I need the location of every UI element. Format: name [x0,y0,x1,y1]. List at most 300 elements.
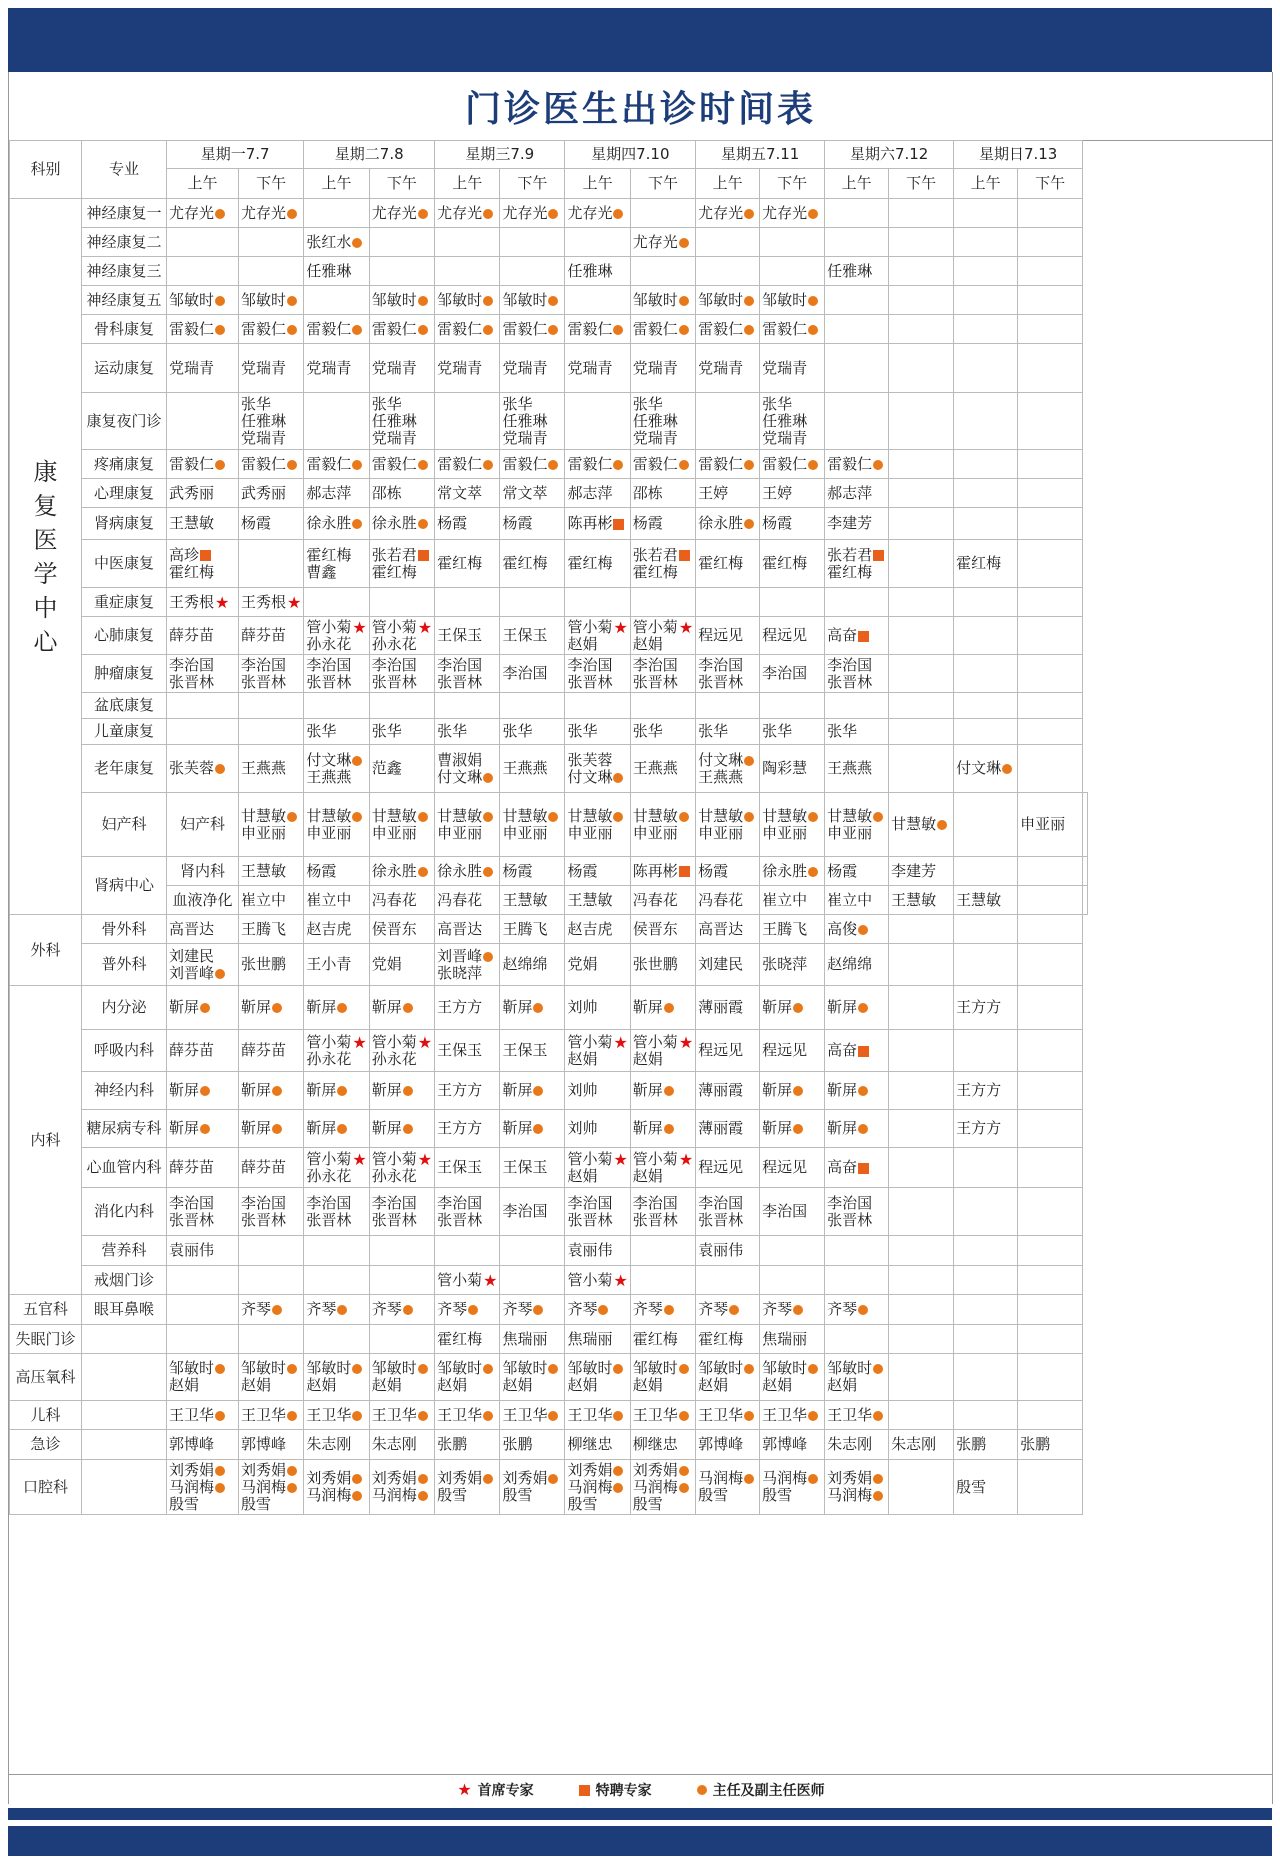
doctor-entry [372,825,432,842]
doctor-entry [372,430,432,447]
schedule-cell [565,257,630,286]
doctor-entry [306,1407,366,1424]
specialty-cell: 消化内科 [82,1188,167,1236]
table-row [10,857,1088,886]
doctor-entry [567,1377,627,1394]
doctor-name: 薛芬苗 [169,1041,215,1059]
legend-square [578,1780,652,1800]
doctor-entry [633,321,693,338]
doctor-name: 管小菊 [371,617,417,636]
doctor-entry [169,1407,236,1424]
schedule-cell [369,1354,434,1401]
doctor-name: 张若君 [827,545,873,564]
doctor-entry [633,657,693,674]
specialty-cell: 神经康复三 [82,257,167,286]
doctor-name: 任雅琳 [827,261,873,280]
doctor-entry [827,723,886,740]
doctor-entry [827,1360,886,1377]
schedule-cell [1018,655,1083,693]
doctor-name: 霍红梅 [567,554,613,572]
doctor-name: 邹敏时 [306,1359,352,1377]
doctor-name: 冯春花 [698,890,744,909]
table-row [10,257,1088,286]
doctor-entry [502,1042,562,1059]
dot-icon [352,1491,362,1501]
legend [9,1774,1272,1805]
doctor-name: 郝志萍 [306,483,352,502]
doctor-entry [437,863,497,880]
doctor-entry [502,1436,562,1453]
star-icon: ★ [678,617,694,637]
doctor-entry [827,515,886,532]
schedule-cell [369,1430,434,1460]
doctor-entry [762,321,822,338]
schedule-cell [369,1030,434,1072]
dot-icon [744,1474,754,1484]
doctor-name: 甘慧敏 [567,806,613,825]
dot-icon [418,296,428,306]
doctor-entry [567,555,627,572]
doctor-entry [956,1120,1015,1137]
schedule-cell [369,1460,434,1515]
dot-icon [352,756,362,766]
doctor-entry [633,396,693,413]
dot-icon [679,1483,689,1493]
doctor-name: 高奋 [827,626,858,644]
doctor-name: 张晋林 [567,672,613,691]
schedule-cell [167,540,239,588]
pm-header: 下午 [369,169,434,199]
dot-icon [697,1785,707,1795]
doctor-name: 朱志刚 [891,1435,937,1453]
doctor-name: 甘慧敏 [241,806,287,825]
doctor-name: 杨霞 [632,514,663,532]
day-header: 星期二7.8 [304,141,435,169]
schedule-cell [239,745,304,793]
doctor-entry [241,1042,301,1059]
schedule-cell [435,228,500,257]
schedule-cell [167,344,239,393]
doctor-entry [633,515,693,532]
doctor-entry [169,1242,236,1259]
schedule-cell [954,617,1018,655]
schedule-cell [825,450,889,479]
doctor-entry [567,1407,627,1424]
am-header: 上午 [954,169,1018,199]
pm-header: 下午 [239,169,304,199]
doctor-name: 孙永花 [306,634,352,653]
doctor-entry [698,321,757,338]
doctor-entry [567,360,627,377]
dot-icon [664,1124,674,1134]
dept-cell: 妇产科 [82,793,167,857]
square-icon [579,1785,590,1796]
doctor-entry [502,956,562,973]
schedule-cell [565,793,630,857]
schedule-cell [239,793,304,857]
schedule-cell [565,1148,630,1188]
specialty-cell: 疼痛康复 [82,450,167,479]
doctor-name: 雷毅仁 [241,319,287,338]
schedule-cell [500,257,565,286]
schedule-cell [825,745,889,793]
doctor-name: 王卫华 [437,1405,483,1424]
doctor-entry [437,555,497,572]
doctor-name: 赵娟 [827,1376,858,1394]
schedule-cell [630,393,695,450]
doctor-name: 张鹏 [956,1435,987,1453]
schedule-cell [954,1325,1018,1354]
schedule-cell [565,1295,630,1325]
doctor-entry [633,921,693,938]
doctor-name: 王卫华 [169,1405,215,1424]
doctor-entry [827,921,886,938]
schedule-cell [889,793,954,857]
schedule-cell [825,655,889,693]
doctor-entry [372,636,432,653]
schedule-cell [167,915,239,944]
doctor-name: 霍红梅 [827,562,873,581]
specialty-cell: 眼耳鼻喉 [82,1295,167,1325]
schedule-cell [696,693,760,719]
doctor-entry [698,769,757,786]
schedule-cell [630,719,695,745]
schedule-cell [889,886,954,915]
doctor-name: 冯春花 [371,890,417,909]
dot-icon [613,209,623,219]
doctor-entry [306,723,366,740]
schedule-cell [954,1460,1018,1515]
doctor-entry [633,234,693,251]
schedule-cell [696,286,760,315]
doctor-name: 薛芬苗 [169,626,215,644]
schedule-cell [1018,857,1083,886]
dot-icon [483,460,493,470]
doctor-name: 张华 [306,722,337,740]
doctor-name: 赵娟 [437,1376,468,1394]
schedule-cell [435,1188,500,1236]
schedule-cell [500,199,565,228]
doctor-entry [633,636,693,653]
dot-icon [679,1364,689,1374]
dot-icon [533,1086,543,1096]
doctor-name: 李治国 [437,1193,483,1212]
specialty-cell: 肾内科 [167,857,239,886]
specialty-cell: 盆底康复 [82,693,167,719]
doctor-entry [169,1436,236,1453]
schedule-cell [500,745,565,793]
doctor-name: 雷毅仁 [632,319,678,338]
doctor-entry [891,816,951,833]
doctor-name: 霍红梅 [632,562,678,581]
doctor-name: 刘秀娟 [169,1460,215,1479]
doctor-entry [633,547,693,564]
doctor-name: 殷雪 [956,1477,987,1496]
doctor-name: 尤存光 [698,203,744,222]
schedule-cell [304,693,369,719]
doctor-entry [1020,1436,1080,1453]
doctor-entry [827,760,886,777]
dot-icon [793,1305,803,1315]
dot-icon [858,925,868,935]
doctor-entry [306,752,366,769]
dot-icon [664,1086,674,1096]
doctor-name: 刘秀娟 [241,1460,287,1479]
doctor-entry [241,1120,301,1137]
schedule-cell [696,719,760,745]
star-icon: ★ [417,1032,433,1052]
schedule-cell [369,1295,434,1325]
doctor-entry [827,1487,886,1504]
schedule-cell [954,1148,1018,1188]
schedule-cell [304,1188,369,1236]
schedule-cell [500,793,565,857]
doctor-entry [633,1360,693,1377]
doctor-entry [698,657,757,674]
specialty-cell: 呼吸内科 [82,1030,167,1072]
dot-icon [613,325,623,335]
dot-icon [200,1003,210,1013]
doctor-name: 张鹏 [502,1435,533,1453]
doctor-name: 武秀丽 [241,483,287,502]
dot-icon [418,812,428,822]
specialty-cell: 肾病康复 [82,508,167,540]
schedule-cell [167,1236,239,1266]
doctor-entry [567,619,627,636]
schedule-cell [565,1460,630,1515]
dot-icon [337,1003,347,1013]
doctor-name: 党瑞青 [306,358,352,377]
schedule-cell [167,655,239,693]
doctor-name: 王燕燕 [306,767,352,786]
schedule-cell [500,719,565,745]
doctor-entry [437,723,497,740]
dot-icon [664,1003,674,1013]
schedule-cell [825,588,889,617]
doctor-name: 尤存光 [502,203,548,222]
doctor-entry [241,760,301,777]
doctor-entry [372,1051,432,1068]
dot-icon [808,296,818,306]
schedule-cell [304,1354,369,1401]
doctor-entry [241,292,301,309]
doctor-name: 申亚丽 [567,823,613,842]
schedule-cell [760,393,825,450]
schedule-cell [435,693,500,719]
dot-icon [793,1003,803,1013]
doctor-name: 张芙蓉 [567,750,613,769]
doctor-name: 雷毅仁 [502,454,548,473]
schedule-table [9,140,1088,1515]
schedule-cell [304,1325,369,1354]
doctor-entry [956,892,1015,909]
doctor-entry [633,892,693,909]
doctor-name: 王方方 [956,1081,1002,1099]
table-row [10,1110,1088,1148]
doctor-entry [372,956,432,973]
schedule-cell [239,1148,304,1188]
doctor-name: 靳屏 [169,1119,200,1137]
doctor-name: 王小青 [306,955,352,973]
dot-icon [483,296,493,306]
schedule-cell [304,617,369,655]
schedule-cell [239,1325,304,1354]
doctor-name: 王方方 [437,998,483,1016]
doctor-name: 张晋林 [632,672,678,691]
doctor-name: 杨霞 [241,514,272,532]
schedule-cell [889,1295,954,1325]
schedule-cell [167,617,239,655]
schedule-cell [954,479,1018,508]
doctor-name: 程远见 [698,1041,744,1059]
doctor-entry [241,1195,301,1212]
doctor-name: 崔立中 [306,890,352,909]
doctor-name: 甘慧敏 [502,806,548,825]
doctor-name: 李治国 [371,655,417,674]
day-header: 星期四7.10 [565,141,696,169]
table-row [10,1354,1088,1401]
schedule-cell [1083,857,1088,886]
schedule-cell [369,479,434,508]
schedule-cell [889,1354,954,1401]
doctor-name: 齐琴 [762,1300,793,1318]
specialty-cell: 普外科 [82,944,167,986]
doctor-name: 王卫华 [632,1405,678,1424]
schedule-cell [630,257,695,286]
doctor-name: 党瑞青 [169,358,215,377]
schedule-cell [239,1236,304,1266]
schedule-cell [825,693,889,719]
schedule-cell [954,1188,1018,1236]
doctor-name: 雷毅仁 [567,454,613,473]
schedule-cell [696,344,760,393]
schedule-cell [167,745,239,793]
doctor-name: 马润梅 [371,1486,417,1504]
doctor-name: 李治国 [306,655,352,674]
day-header: 星期六7.12 [825,141,954,169]
doctor-entry [762,627,822,644]
dot-icon [793,1086,803,1096]
doctor-entry [827,547,886,564]
doctor-entry [502,1203,562,1220]
schedule-cell [630,1354,695,1401]
doctor-entry [306,1195,366,1212]
schedule-cell [760,857,825,886]
doctor-name: 侯晋东 [632,919,678,938]
schedule-cell [760,1236,825,1266]
doctor-name: 徐永胜 [371,861,417,880]
dot-icon [664,1305,674,1315]
schedule-cell [167,1325,239,1354]
schedule-cell [369,986,434,1030]
schedule-cell [889,1266,954,1295]
doctor-entry [762,205,822,222]
specialty-cell: 内分泌 [82,986,167,1030]
doctor-entry [169,1496,236,1513]
doctor-entry [698,1487,757,1504]
schedule-cell [696,886,760,915]
table-row [10,745,1088,793]
doctor-name: 马润梅 [632,1477,678,1496]
specialty-cell: 运动康复 [82,344,167,393]
schedule-cell [565,315,630,344]
schedule-cell [1018,693,1083,719]
doctor-name: 柳继忠 [632,1435,678,1453]
dot-icon [215,209,225,219]
doctor-entry [502,723,562,740]
schedule-cell [954,286,1018,315]
doctor-name: 霍红梅 [698,554,744,572]
schedule-cell [565,540,630,588]
schedule-cell [239,508,304,540]
doctor-entry [567,263,627,280]
doctor-name: 高奋 [827,1041,858,1059]
doctor-entry [502,1487,562,1504]
doctor-name: 王卫华 [827,1405,873,1424]
schedule-cell [954,257,1018,286]
schedule-cell [239,915,304,944]
dot-icon [858,1086,868,1096]
doctor-entry [762,1436,822,1453]
doctor-name: 邹敏时 [241,290,287,309]
schedule-cell [435,450,500,479]
doctor-name: 张华 [241,394,272,413]
schedule-cell [304,1148,369,1188]
am-header: 上午 [167,169,239,199]
specialty-cell: 戒烟门诊 [82,1266,167,1295]
schedule-cell [304,745,369,793]
dot-icon [793,1124,803,1134]
doctor-name: 曹鑫 [306,562,337,581]
doctor-name: 靳屏 [306,1119,337,1137]
schedule-cell [304,1460,369,1515]
schedule-cell [889,986,954,1030]
doctor-name: 赵吉虎 [567,919,613,938]
doctor-entry [762,999,822,1016]
doctor-entry [762,892,822,909]
doctor-entry [762,1082,822,1099]
dot-icon [418,1491,428,1501]
schedule-cell [954,944,1018,986]
doctor-entry [762,360,822,377]
dot-icon [744,1411,754,1421]
dept-cell: 康复医学中心 [10,199,82,915]
doctor-entry [241,825,301,842]
doctor-name: 李治国 [762,664,808,682]
dept-cell: 肾病中心 [82,857,167,915]
doctor-name: 党瑞青 [632,428,678,447]
doctor-entry [169,674,236,691]
doctor-name: 柳继忠 [567,1435,613,1453]
schedule-cell [565,1430,630,1460]
schedule-cell [239,257,304,286]
dot-icon [352,519,362,529]
doctor-name: 张晋林 [241,672,287,691]
doctor-name: 张华 [437,722,468,740]
doctor-entry [169,205,236,222]
schedule-cell [889,719,954,745]
doctor-name: 殷雪 [241,1494,272,1513]
doctor-entry [241,956,301,973]
doctor-entry [567,1436,627,1453]
schedule-cell [500,508,565,540]
doctor-entry [437,892,497,909]
doctor-entry [437,1195,497,1212]
doctor-entry [241,1159,301,1176]
dot-icon [403,1124,413,1134]
square-icon [613,519,624,530]
schedule-cell [369,1148,434,1188]
